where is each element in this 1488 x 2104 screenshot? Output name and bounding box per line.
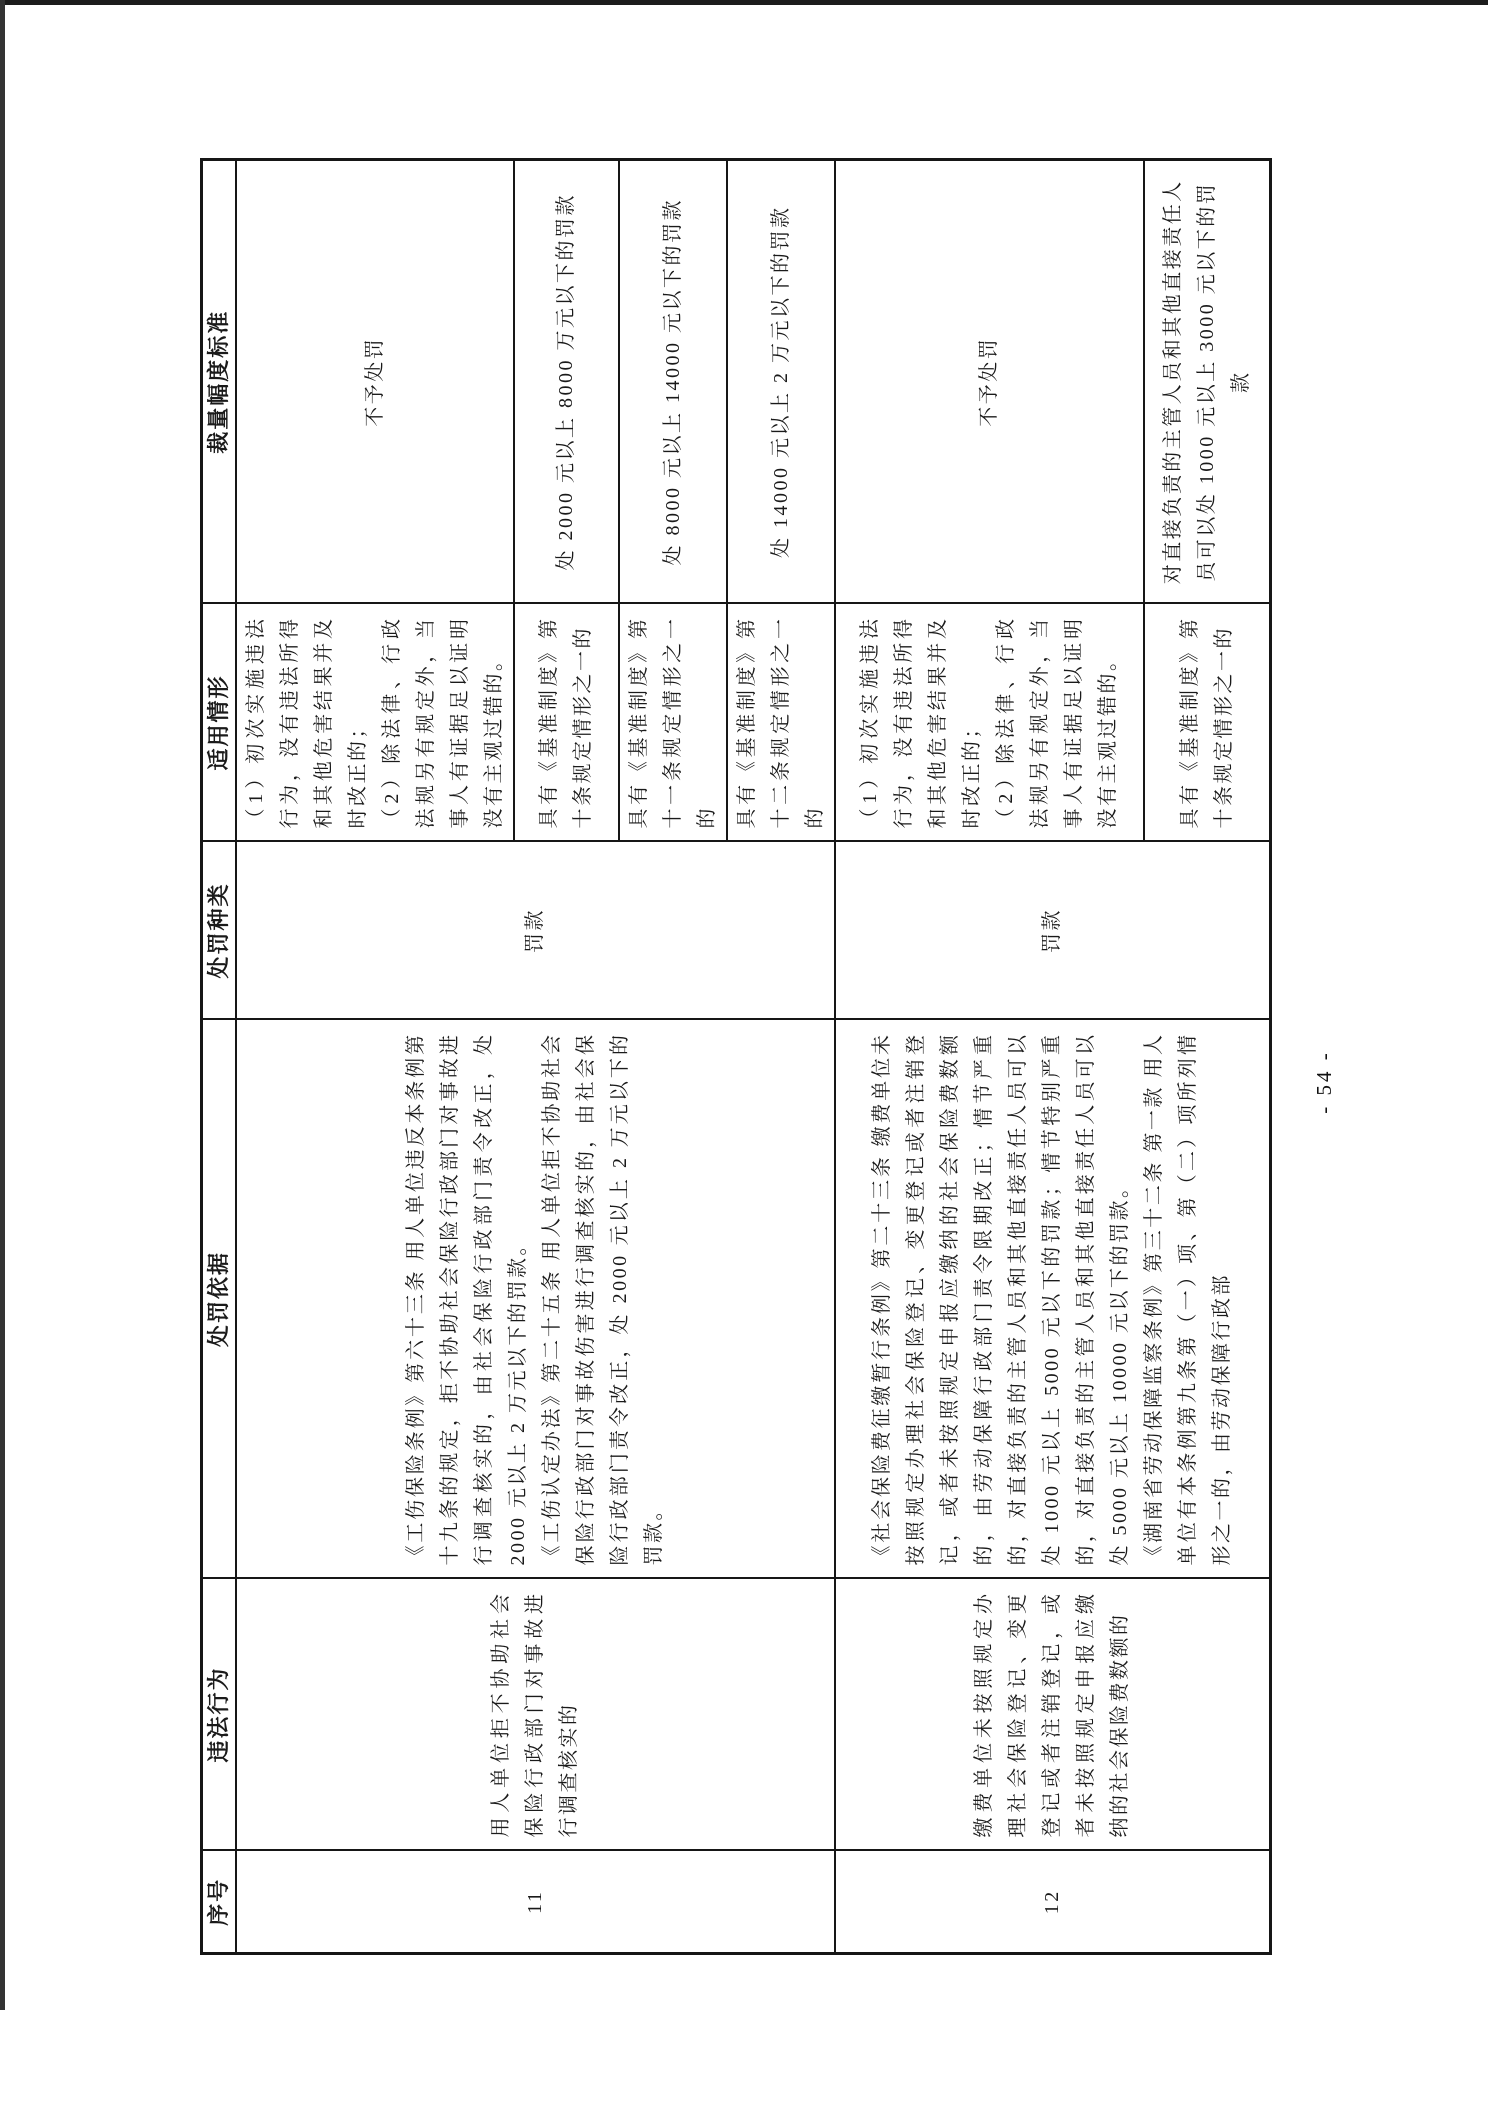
cell-penalty-type-12: 罚款 [835, 842, 1271, 1020]
scan-edge-left [0, 0, 5, 2010]
scan-edge-top [0, 0, 1488, 5]
rotated-table-container [200, 161, 1258, 1955]
cell-standard-11-1: 不予处罚 [236, 160, 514, 604]
cell-violation-12: 缴费单位未按照规定办理社会保险登记、变更登记或者注销登记，或者未按照规定申报应缴纳的社会保险费数额的 [835, 1579, 1271, 1851]
basis-paragraph: 《工伤认定办法》第二十五条 用人单位拒不协助社会保险行政部门对事故伤害进行调查核实的，由社会保险行政部门责令改正，处 2000 元以上 2 万元以下的罚款。 [541, 1032, 665, 1566]
cell-standard-12-1: 不予处罚 [835, 160, 1144, 604]
cell-index-12: 12 [835, 1851, 1271, 1954]
cell-situation-11-1 [236, 604, 514, 842]
header-standard: 裁量幅度标准 [202, 160, 236, 604]
cell-basis-11 [236, 1020, 835, 1579]
cell-situation-11-3: 具有《基准制度》第十一条规定情形之一的 [619, 604, 727, 842]
cell-situation-12-1 [835, 604, 1144, 842]
cell-basis-12 [835, 1020, 1271, 1579]
penalty-standards-table [200, 158, 1272, 1955]
cell-penalty-type-11: 罚款 [236, 842, 835, 1020]
cell-standard-11-2: 处 2000 元以上 8000 万元以下的罚款 [514, 160, 619, 604]
basis-paragraph: 《社会保险费征缴暂行条例》第二十三条 缴费单位未按照规定办理社会保险登记、变更登记或者注销登记，或者未按照规定申报应缴纳的社会保险费数额的，由劳动保障行政部门责令限期改正；情节严重的，对直接负责的主管人员和其他直接责任人员可以处 1000 元以上 5000 元以下的罚款；情节特别严重的，对直接负责的主管人员和其他直接责任人员可以处 5000 元以上 10000 元以下的罚款。 [871, 1032, 1132, 1566]
cell-index-11: 11 [236, 1851, 835, 1954]
situation-line: （1）初次实施违法行为，没有违法所得和其他危害结果并及时改正的； [244, 616, 369, 829]
page-number: - 54 - [1312, 1050, 1336, 1114]
cell-standard-12-2: 对直接负责的主管人员和其他直接责任人员可以处 1000 元以上 3000 元以下的罚款 [1144, 160, 1271, 604]
situation-line: （2）除法律、行政法规另有规定外，当事人有证据足以证明没有主观过错的。 [995, 616, 1119, 829]
header-index: 序号 [202, 1851, 236, 1954]
cell-standard-11-4: 处 14000 元以上 2 万元以下的罚款 [727, 160, 835, 604]
cell-situation-12-2: 具有《基准制度》第十条规定情形之一的 [1144, 604, 1271, 842]
basis-paragraph: 《工伤保险条例》第六十三条 用人单位违反本条例第十九条的规定，拒不协助社会保险行政部门对事故进行调查核实的，由社会保险行政部门责令改正，处 2000 元以上 2 万元以下的罚款。 [405, 1032, 529, 1566]
table-header-row [202, 160, 236, 1954]
header-violation: 违法行为 [202, 1579, 236, 1851]
basis-paragraph: 《湖南省劳动保障监察条例》第三十二条 第一款 用人单位有本条例第九条第（一）项、第（二）项所列情形之一的，由劳动保障行政部 [1143, 1032, 1234, 1566]
cell-situation-11-2: 具有《基准制度》第十条规定情形之一的 [514, 604, 619, 842]
cell-situation-11-4: 具有《基准制度》第十二条规定情形之一的 [727, 604, 835, 842]
header-penalty-type: 处罚种类 [202, 842, 236, 1020]
table-row [835, 160, 1144, 1954]
header-basis: 处罚依据 [202, 1020, 236, 1579]
table-row [236, 160, 514, 1954]
header-situation: 适用情形 [202, 604, 236, 842]
cell-standard-11-3: 处 8000 元以上 14000 元以下的罚款 [619, 160, 727, 604]
situation-line: （2）除法律、行政法规另有规定外，当事人有证据足以证明没有主观过错的。 [380, 616, 505, 829]
cell-violation-11: 用人单位拒不协助社会保险行政部门对事故进行调查核实的 [236, 1579, 835, 1851]
situation-line: （1）初次实施违法行为，没有违法所得和其他危害结果并及时改正的； [859, 616, 983, 829]
